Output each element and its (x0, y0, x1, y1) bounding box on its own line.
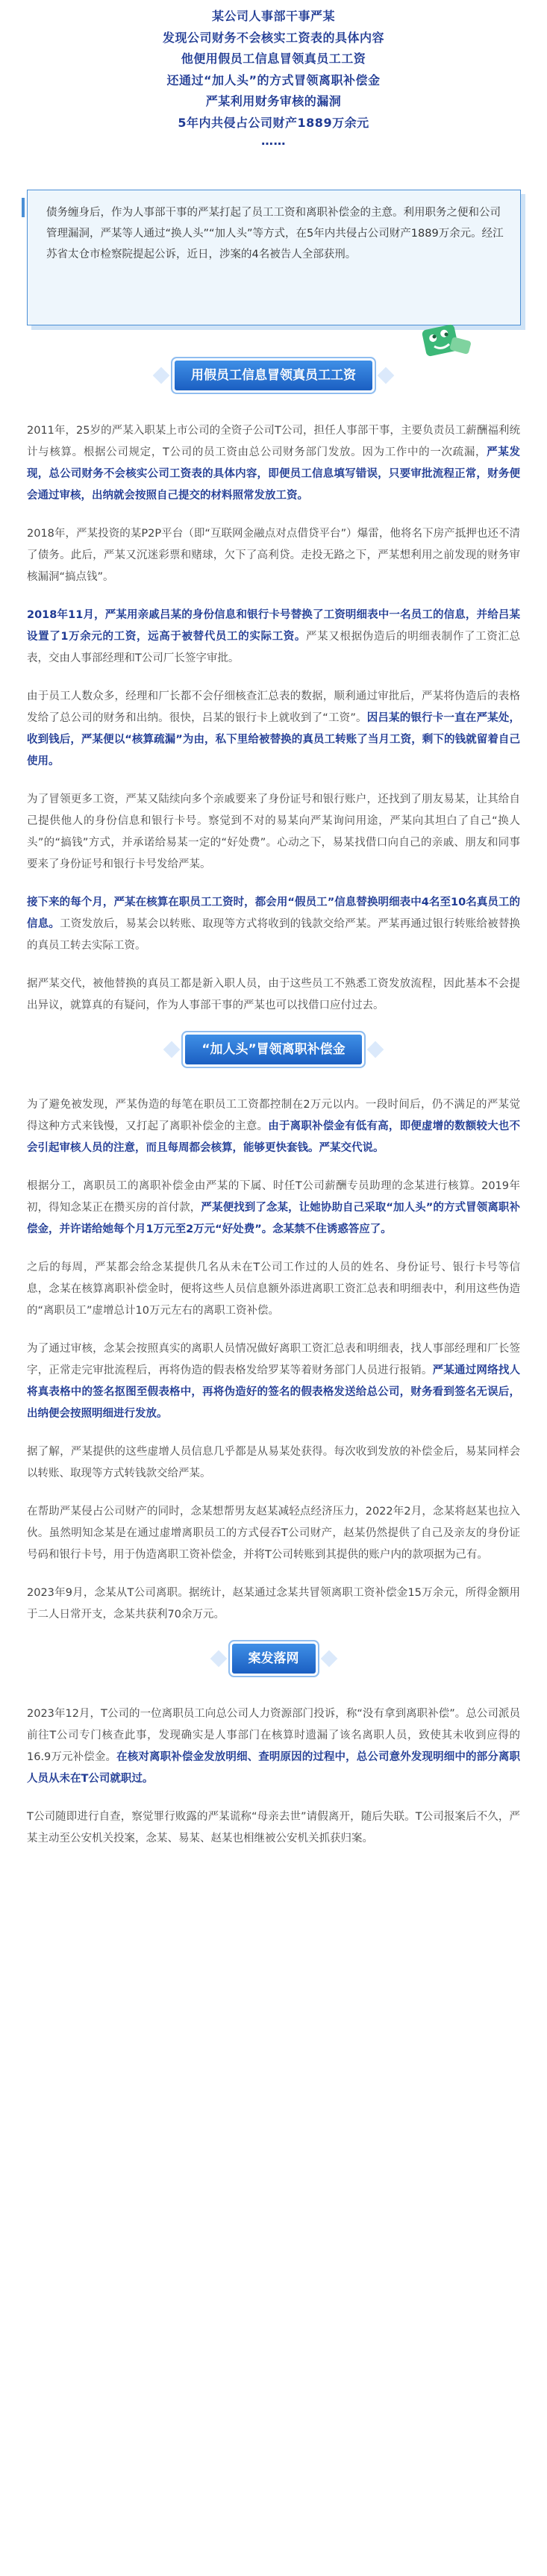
highlighted-text: 由于离职补偿金有低有高，即便虚增的数额较大也不会引起审核人员的注意，而且每周都会核算，能够更快套钱。 (27, 1120, 520, 1154)
paragraph (27, 605, 520, 670)
headline-ellipsis: …… (261, 134, 286, 148)
headline-line: 还通过“加人头”的方式冒领离职补偿金 (166, 72, 381, 87)
body-text: 2018年，严某投资的某P2P平台（即“互联网金融点对点借贷平台”）爆雷，他将名下房产抵押也还不清了债务。此后，严某又沉迷彩票和赌球，欠下了高利贷。走投无路之下，严某想利用之前发现的财务审核漏洞“搞点钱”。 (27, 528, 520, 583)
paragraph (27, 1501, 520, 1566)
body-text: 2023年9月，念某从T公司离职。据统计，赵某通过念某共冒领离职工资补偿金15万余元，所得金额用于二人日常开支，念某共获利70余万元。 (27, 1587, 520, 1621)
paragraph (27, 523, 520, 588)
paragraph (27, 420, 520, 507)
paragraph (27, 1176, 520, 1241)
paragraph (27, 1441, 520, 1485)
paragraph (27, 789, 520, 876)
summary-container (0, 190, 547, 343)
headline-block (0, 0, 547, 149)
paragraph (27, 686, 520, 773)
paragraph (27, 1582, 520, 1626)
headline-line: 发现公司财务不会核实工资表的具体内容 (162, 30, 384, 45)
body-text: 据严某交代，被他替换的真员工都是新入职人员，由于这些员工不熟悉工资发放流程，因此基本不会提出异议，就算真的有疑问，作为人事部干事的严某也可以找借口应付过去。 (27, 978, 520, 1011)
paragraph (27, 1703, 520, 1790)
summary-text: 债务缠身后，作为人事部干事的严某打起了员工工资和离职补偿金的主意。利用职务之便和公司管理漏洞，严某等人通过“换人头”“加人头”等方式，在5年内共侵占公司财产1889万余元。经江苏省太仓市检察院提起公诉，近日，涉案的4名被告人全部获刑。 (46, 207, 504, 261)
summary-box (27, 190, 521, 325)
headline-line: 他便用假员工信息冒领真员工工资 (181, 52, 366, 66)
paragraph (27, 892, 520, 957)
highlighted-text: 接下来的每个月，严某在核算在职员工工资时，都会用“假员工”信息替换明细表中4名至10名真员工的信息。 (27, 896, 520, 930)
highlighted-text: 2018年11月，严某用亲戚吕某的身份信息和银行卡号替换了工资明细表中一名员工的信息，并给吕某设置了1万余元的工资，远高于被替代员工的实际工资。 (27, 609, 520, 643)
body-text: T公司随即进行自查，察觉罪行败露的严某谎称“母亲去世”请假离开，随后失联。T公司报案后不久，严某主动至公安机关投案，念某、易某、赵某也相继被公安机关抓获归案。 (27, 1811, 520, 1844)
paragraph (27, 1338, 520, 1425)
body-text: 2023年12月，T公司的一位离职员工向总公司人力资源部门投诉，称“没有拿到离职补偿”。总公司派员前往T公司专门核查此事，发现确实是人事部门在核算时遗漏了该名离职人员，致使其未收到应得的16.9万元补偿金。 (27, 1708, 520, 1763)
body-text: 2011年，25岁的严某入职某上市公司的全资子公司T公司，担任人事部干事，主要负责员工薪酬福利统计与核算。根据公司规定，T公司的员工资由总公司财务部门发放。因为工作中的一次疏漏， (27, 425, 520, 458)
body-text: 据了解，严某提供的这些虚增人员信息几乎都是从易某处获得。每次收到发放的补偿金后，易某同样会以转账、取现等方式转钱款交给严某。 (27, 1446, 520, 1479)
section-header-3 (0, 1626, 547, 1687)
body-text: 之后的每周，严某都会给念某提供几名从未在T公司工作过的人员的姓名、身份证号、银行卡号等信息，念某在核算离职补偿金时，便将这些人员信息额外添进离职工资汇总表和明细表中，利用这些伪造的“离职员工”虚增总计10万元左右的离职工资补偿。 (27, 1262, 520, 1317)
paragraph (27, 1257, 520, 1322)
body-text: 为了通过审核，念某会按照真实的离职人员情况做好离职工资汇总表和明细表，找人事部经理和厂长签字，正常走完审批流程后，再将伪造的假表格发给罗某等着财务部门人员进行报销。 (27, 1343, 520, 1376)
highlighted-text: 严某便找到了念某，让她协助自己采取“加人头”的方式冒领离职补偿金，并许诺给她每个月1万元至2万元“好处费”。念某禁不住诱惑答应了。 (27, 1202, 521, 1235)
highlighted-text: 因吕某的银行卡一直在严某处，收到钱后，严某便以“核算疏漏”为由，私下里给被替换的真员工转账了当月工资，剩下的钱就留着自己使用。 (27, 712, 521, 767)
highlighted-text: 在核对离职补偿金发放明细、查明原因的过程中，总公司意外发现明细中的部分离职人员从未在T公司就职过。 (27, 1751, 520, 1785)
section-title-badge: 用假员工信息冒领真员工工资 (175, 361, 372, 390)
body-text: 由于员工人数众多，经理和厂长都不会仔细核查汇总表的数据，顺利通过审批后，严某将伪造后的表格发给了总公司的财务和出纳。很快，吕某的银行卡上就收到了“工资”。 (27, 690, 520, 724)
highlighted-text: 严某交代说。 (319, 1142, 384, 1154)
body-text: 在帮助严某侵占公司财产的同时，念某想帮男友赵某减轻点经济压力，2022年2月，念某将赵某也拉入伙。虽然明知念某是在通过虚增离职员工的方式侵吞T公司财产，赵某仍然提供了自己及亲友的身份证号码和银行卡号，用于伪造离职工资补偿金，并将T公司转账到其提供的账户内的款项据为己有。 (27, 1506, 520, 1561)
section-header-1 (0, 343, 547, 404)
paragraph (27, 1806, 520, 1850)
headline-line: 某公司人事部干事严某 (211, 9, 335, 23)
body-text: 根据分工，离职员工的离职补偿金由严某的下属、时任T公司薪酬专员助理的念某进行核算。2019年初，得知念某正在攒买房的首付款， (27, 1180, 520, 1214)
headline-line: 严某利用财务审核的漏洞 (205, 94, 342, 108)
body-text: 为了避免被发现，严某伪造的每笔在职员工工资都控制在2万元以内。一段时间后，仍不满足的严某觉得这种方式来钱慢，又打起了离职补偿金的主意。 (27, 1099, 520, 1132)
highlighted-text: 严某通过网络找人将真表格中的签名抠图至假表格中，再将伪造好的签名的假表格发送给总公司，财务看到签名无误后，出纳便会按照明细进行发放。 (27, 1365, 521, 1420)
section-header-2 (0, 1017, 547, 1078)
body-text: 工资发放后，易某会以转账、取现等方式将收到的钱款交给严某。严某再通过银行转账给被替换的真员工转去实际工资。 (27, 918, 521, 952)
highlighted-text: 严某发现，总公司财务不会核实公司工资表的具体内容，即便员工信息填写错误，只要审批流程正常，财务便会通过审核，出纳就会按照自己提交的材料照常发放工资。 (27, 446, 521, 502)
headline-line: 5年内共侵占公司财产1889万余元 (178, 115, 369, 130)
section-title-badge: “加人头”冒领离职补偿金 (185, 1035, 361, 1064)
section-title-badge: 案发落网 (232, 1644, 316, 1674)
body-text: 为了冒领更多工资，严某又陆续向多个亲戚要来了身份证号和银行账户，还找到了朋友易某，让其给自己提供他人的身份信息和银行卡号。察觉到不对的易某向严某询问用途，严某向其坦白了自己“换人头”的“搞钱”方式，并承诺给易某一定的“好处费”。心动之下，易某找借口向自己的亲戚、朋友和同事要来了身份证号和银行卡号发给严某。 (27, 793, 520, 870)
paragraph (27, 973, 520, 1017)
body-text: 严某又根据伪造后的明细表制作了工资汇总表，交由人事部经理和T公司厂长签字审批。 (27, 631, 521, 664)
summary-corner-accent (22, 198, 38, 217)
paragraph (27, 1094, 520, 1159)
